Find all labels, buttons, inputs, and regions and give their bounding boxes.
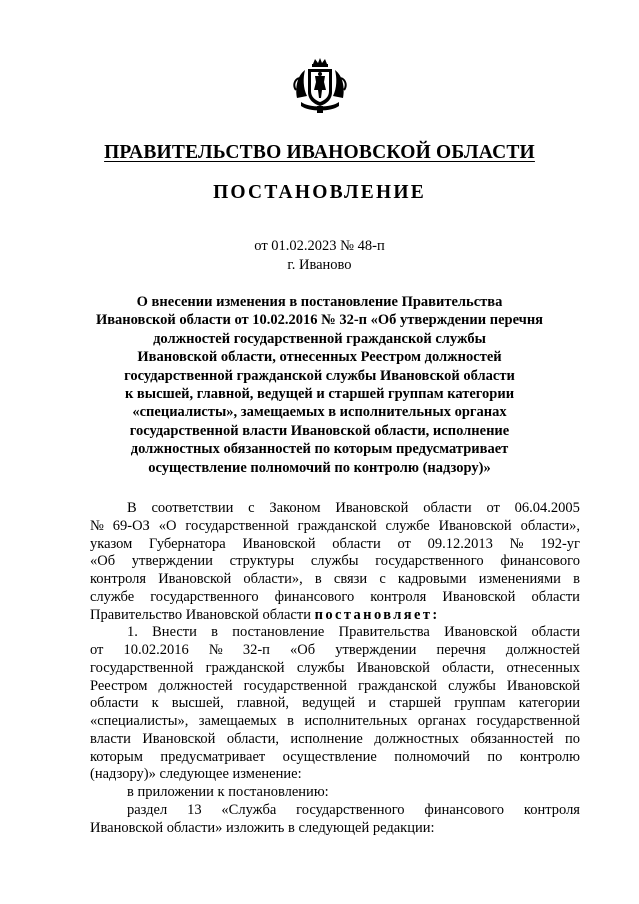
- body-word: соответствии: [151, 500, 234, 516]
- title-line: к высшей, главной, ведущей и старшей группам категории: [124, 386, 515, 403]
- body-word: области: [531, 624, 580, 641]
- body-word: №: [208, 642, 223, 658]
- body-word: Губернатора: [149, 535, 226, 552]
- body-word: государственной: [476, 713, 580, 729]
- body-word: государственной: [185, 517, 289, 534]
- body-word: Ивановской: [356, 659, 430, 676]
- body-word: по: [564, 730, 580, 747]
- body-word: должностных: [374, 730, 459, 747]
- body-word: области»,: [520, 517, 580, 534]
- body-word: «Об: [290, 642, 316, 658]
- body-word: №: [90, 517, 104, 534]
- body-word: перечня: [436, 642, 486, 658]
- body-word: Ивановской: [242, 535, 316, 552]
- body-word: службы: [310, 553, 359, 570]
- document-city: г. Иваново: [287, 257, 352, 273]
- body-line: [90, 695, 580, 713]
- body-line: [90, 536, 580, 554]
- body-word: и: [368, 695, 376, 712]
- body-line: [90, 678, 580, 696]
- title-line: О внесении изменения в постановление Правительства: [136, 294, 503, 310]
- body-word: Ивановской: [506, 677, 580, 694]
- body-word: области,: [226, 730, 279, 747]
- body-word: исполнение: [290, 730, 363, 747]
- body-word: полномочий: [394, 748, 470, 765]
- body-word: раздел: [127, 801, 168, 818]
- body-word: «Об: [90, 553, 116, 570]
- body-word: от: [90, 642, 104, 658]
- body-word: к: [151, 695, 159, 712]
- body-word: службы: [296, 659, 345, 676]
- body-word: Законом: [269, 500, 321, 516]
- body-line: [90, 553, 580, 571]
- body-word: гражданской: [358, 677, 438, 694]
- body-word: утверждении: [335, 642, 417, 658]
- body-word: Внести: [152, 624, 197, 641]
- body-word: государственной: [90, 659, 194, 676]
- body-word: 32-п: [242, 642, 270, 658]
- title-line: государственной гражданской службы Ивановской области: [124, 367, 515, 384]
- body-word: гражданской: [297, 517, 377, 534]
- body-word: области: [423, 500, 472, 516]
- body-word: В: [127, 500, 137, 516]
- body-word: от: [397, 535, 411, 552]
- document-body: [90, 500, 580, 837]
- body-word: группам: [454, 695, 506, 712]
- body-word: 06.04.2005: [514, 500, 580, 516]
- title-line: Ивановской области от 10.02.2016 № 32-п «Об утверждении перечня: [95, 312, 544, 329]
- body-word: структуры: [229, 553, 295, 570]
- body-word: с: [379, 571, 386, 587]
- body-word: области»,: [243, 571, 303, 587]
- body-word: государственного: [296, 801, 405, 818]
- body-word: «Служба: [221, 801, 277, 818]
- body-line: [90, 642, 580, 660]
- coat-of-arms-icon: [293, 58, 347, 114]
- body-word: «специалисты»,: [90, 713, 189, 729]
- body-line: [90, 749, 580, 767]
- body-word: власти: [90, 730, 131, 747]
- body-word: «О: [158, 517, 177, 534]
- body-word: Ивановской: [335, 500, 409, 516]
- body-word: государственного: [375, 553, 484, 570]
- body-word: 1.: [127, 624, 138, 641]
- body-word: финансового: [424, 801, 505, 818]
- body-word: Ивановской: [158, 571, 232, 587]
- body-word: которым: [90, 748, 143, 765]
- body-word: контролю: [519, 748, 580, 765]
- document-date-number: от 01.02.2023 № 48-п: [254, 238, 385, 254]
- body-word: в: [211, 624, 219, 641]
- body-word: области: [531, 588, 580, 605]
- body-word: области: [90, 695, 139, 712]
- body-word: исполнительных: [304, 713, 408, 729]
- body-line: [90, 571, 580, 589]
- body-word: обязанностей: [470, 730, 554, 747]
- body-word: изменениями: [478, 571, 561, 587]
- title-line: государственной власти Ивановской области, исполнение: [129, 422, 510, 439]
- body-word: гражданской: [205, 659, 285, 676]
- body-line: в приложении к постановлению:: [127, 784, 329, 800]
- body-word: Ивановской: [438, 517, 512, 534]
- body-word: отнесенных: [506, 659, 580, 676]
- title-line: должностей государственной гражданской службы: [153, 330, 486, 347]
- title-line: осуществление полномочий по контролю (надзору)»: [148, 459, 491, 476]
- body-word: в: [314, 571, 322, 587]
- body-word: области,: [442, 659, 495, 676]
- body-word: утверждении: [131, 553, 213, 570]
- body-line: Ивановской области» изложить в следующей редакции:: [90, 819, 435, 836]
- body-text: Правительство Ивановской области: [90, 606, 311, 623]
- body-word: государственной: [243, 677, 347, 694]
- body-line: [90, 500, 580, 518]
- body-word: должностей: [505, 642, 580, 658]
- title-line: Ивановской области, отнесенных Реестром должностей: [137, 349, 502, 366]
- body-word: Ивановской: [142, 730, 216, 747]
- body-word: финансового: [274, 588, 355, 605]
- body-word: осуществление: [282, 748, 377, 765]
- body-line: (надзору)» следующее изменение:: [90, 766, 302, 783]
- body-word: Ивановской: [444, 624, 518, 641]
- body-word: в: [573, 571, 580, 587]
- body-word: контроля: [370, 588, 427, 605]
- body-word: указом: [90, 535, 133, 552]
- organization-title: ПРАВИТЕЛЬСТВО ИВАНОВСКОЙ ОБЛАСТИ: [104, 142, 535, 163]
- body-word: 13: [187, 801, 202, 818]
- body-word: финансового: [500, 553, 580, 570]
- body-word: с: [248, 500, 255, 516]
- body-word: контроля: [90, 571, 147, 587]
- body-word: в: [287, 713, 294, 729]
- body-word: главной,: [236, 695, 289, 712]
- body-word: области: [332, 535, 381, 552]
- body-word: предусматривает: [160, 748, 266, 765]
- body-word: №: [509, 535, 524, 552]
- resolution-verb: постановляет:: [314, 606, 440, 623]
- body-line: [90, 731, 580, 749]
- document-title: [60, 293, 579, 477]
- body-word: ведущей: [302, 695, 356, 712]
- body-word: связи: [333, 571, 368, 587]
- body-word: службе: [90, 588, 135, 605]
- body-word: службе: [385, 517, 430, 534]
- body-line: [90, 713, 580, 731]
- body-word: Реестром: [90, 677, 148, 694]
- body-word: 192-уг: [540, 535, 580, 552]
- body-line: [90, 589, 580, 607]
- body-word: высшей,: [171, 695, 224, 712]
- body-line: [90, 660, 580, 678]
- body-word: государственного: [150, 588, 259, 605]
- body-word: 69-ОЗ: [112, 517, 150, 534]
- body-word: должностей: [158, 677, 233, 694]
- body-word: Ивановской: [442, 588, 516, 605]
- body-word: по: [487, 748, 503, 765]
- body-word: кадровыми: [397, 571, 467, 587]
- body-line: [90, 624, 580, 642]
- body-word: постановление: [232, 624, 325, 641]
- body-word: 09.12.2013: [427, 535, 493, 552]
- body-line: [90, 607, 580, 625]
- document-type: ПОСТАНОВЛЕНИЕ: [213, 182, 426, 203]
- body-word: 10.02.2016: [123, 642, 189, 658]
- body-word: контроля: [523, 801, 580, 818]
- title-line: «специалисты», замещаемых в исполнительных органах: [132, 404, 507, 421]
- body-word: органах: [417, 713, 467, 729]
- body-word: от: [486, 500, 500, 516]
- title-line: должностных обязанностей по которым предусматривает: [130, 441, 509, 458]
- body-word: службы: [448, 677, 496, 694]
- body-word: категории: [518, 695, 580, 712]
- body-word: Правительства: [338, 624, 430, 641]
- body-line: [90, 518, 580, 536]
- body-word: старшей: [389, 695, 442, 712]
- body-word: замещаемых: [198, 713, 277, 729]
- body-line: [90, 802, 580, 820]
